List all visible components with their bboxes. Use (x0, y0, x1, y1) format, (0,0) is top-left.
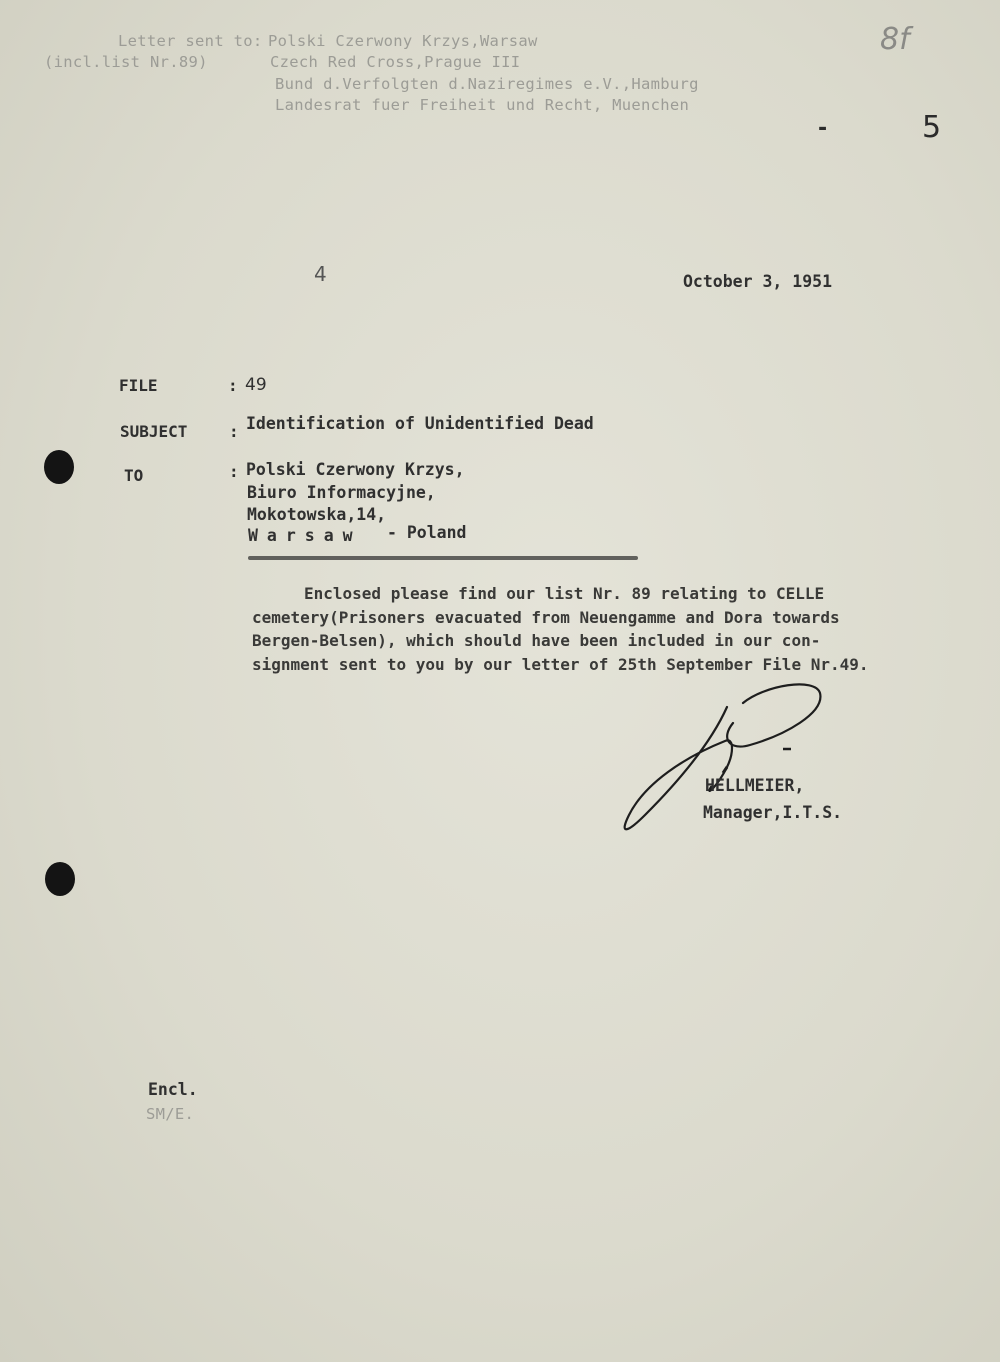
body-line-3: Bergen-Belsen), which should have been included in our con- (252, 631, 821, 650)
cc-recipient-3: Bund d.Verfolgten d.Naziregimes e.V.,Hamburg (275, 75, 699, 93)
letter-date: October 3, 1951 (683, 272, 833, 291)
page-number: 5 (922, 110, 942, 145)
address-line-3: Mokotowska,14, (247, 505, 387, 524)
body-line-1: Enclosed please find our list Nr. 89 relating to CELLE (304, 584, 825, 603)
punch-hole-top (44, 450, 74, 484)
file-label: FILE (119, 376, 158, 395)
typist-initials: SM/E. (146, 1105, 195, 1123)
cc-recipient-4: Landesrat fuer Freiheit und Recht, Muenchen (275, 96, 690, 114)
body-line-4: signment sent to you by our letter of 25th September File Nr.49. (252, 654, 869, 674)
separator-rule (248, 556, 638, 560)
corner-pencil-mark: 8f (880, 22, 910, 57)
file-colon: : (228, 376, 238, 395)
punch-hole-bottom (45, 862, 75, 896)
enclosure-label: Encl. (148, 1080, 198, 1099)
signatory-title: Manager,I.T.S. (703, 803, 843, 822)
cc-prefix: Letter sent to: (118, 32, 263, 50)
subject-label: SUBJECT (120, 422, 188, 441)
page-dash-mark: - (818, 116, 828, 141)
copy-number: 4 (314, 262, 327, 286)
body-line-2: cemetery(Prisoners evacuated from Neuengamme and Dora towards (252, 607, 840, 627)
cc-recipient-2: Czech Red Cross,Prague III (270, 53, 521, 71)
address-line-5: - Poland (387, 523, 467, 542)
file-value: 49 (245, 375, 267, 395)
address-line-2: Biuro Informacyjne, (247, 483, 436, 502)
letter-body (252, 582, 932, 676)
enclosure-note: (incl.list Nr.89) (44, 53, 208, 71)
address-line-1: Polski Czerwony Krzys, (246, 460, 465, 479)
signatory-name: HELLMEIER, (705, 776, 805, 795)
to-label: TO (124, 466, 144, 485)
subject-value: Identification of Unidentified Dead (246, 414, 594, 433)
address-line-4: Warsaw (248, 526, 362, 545)
to-colon: : (229, 462, 239, 481)
subject-colon: : (229, 422, 239, 441)
cc-recipient-1: Polski Czerwony Krzys,Warsaw (268, 32, 538, 50)
